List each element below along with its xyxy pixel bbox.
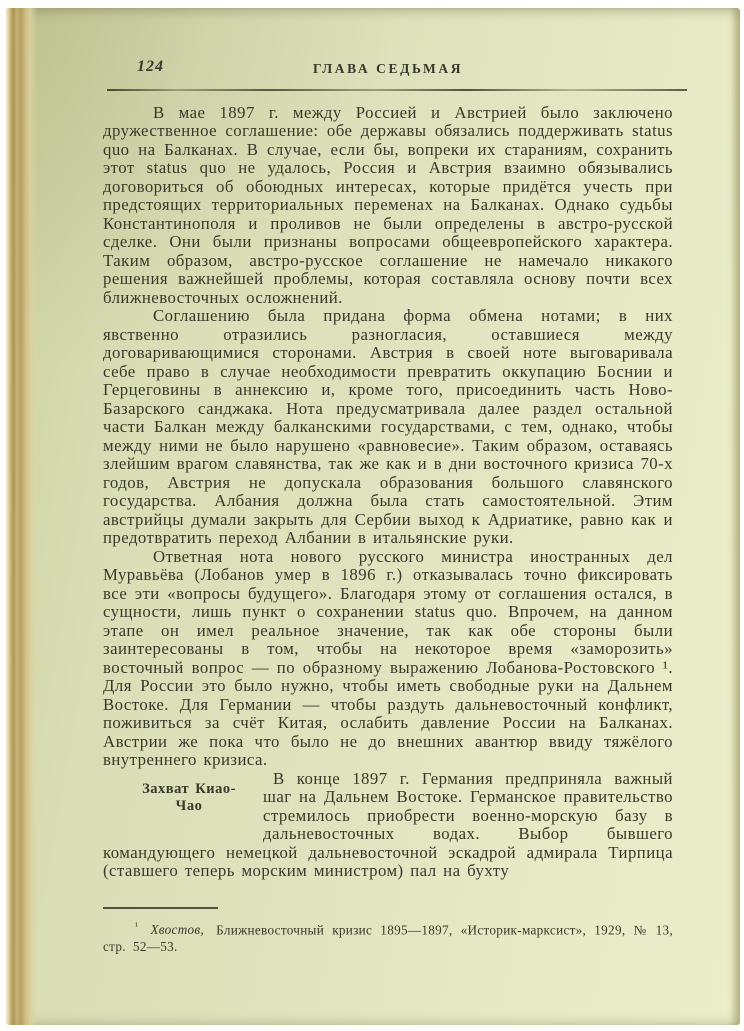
paragraph-text: В конце 1897 г. Германия предприняла важный шаг на Дальнем Востоке. Германское правительство стремилось приобрести военно-морскую базу в дальневосточных водах. Выбор бывшего командующего немецкой дальневосточной эскадрой адмирала Тирпица (ставшего теперь морским министром) пал на бухту <box>103 768 673 881</box>
running-head <box>103 58 673 80</box>
body-paragraph-kiao-chao <box>103 770 673 881</box>
page-content <box>103 58 673 955</box>
body-text <box>103 104 673 881</box>
footnote <box>103 919 673 955</box>
book-page <box>6 8 740 1025</box>
footnote-author: Хвостов, <box>150 922 205 937</box>
body-paragraph-agreement-1897: В мае 1897 г. между Россией и Австрией было заключено дружественное соглашение: обе державы обязались поддерживать status quo на Балканах. В случае, если бы, вопреки их стараниям, сохранить этот status quo не удалось, Россия и Австрия взаимно обязывались договориться об обоюдных интересах, которые придётся учесть при предстоящих территориальных переменах на Балканах. Однако судьбы Константинополя и проливов не были определены в австро-русской сделке. Они были признаны вопросами общеевропейского характера. Таким образом, австро-русское соглашение не намечало никакого решения важнейшей проблемы, которая составляла основу почти всех ближневосточных осложнений. <box>103 102 673 307</box>
header-rule <box>107 89 687 91</box>
body-paragraph-muravyov-note: Ответная нота нового русского министра иностранных дел Муравьёва (Лобанов умер в 1896 г.) отказывалась точно фиксировать все эти «вопросы будущего». Благодаря этому от соглашения остался, в сущности, лишь пункт о сохранении status quo. Впрочем, на данном этапе он имел реальное значение, так как обе стороны были заинтересованы в том, чтобы на некоторое время «заморозить» восточный вопрос — по образному выражению Лобанова-Ростовского ¹. Для России это было нужно, чтобы иметь свободные руки на Дальнем Востоке. Для Германии — чтобы раздуть дальневосточный конфликт, поживиться за счёт Китая, ослабить давление России на Балканах. Австрии же пока что было не до внешних авантюр ввиду тяжёлого внутреннего кризиса. <box>103 546 673 770</box>
margin-heading-kiao-chao: Захват Киао-Чао <box>142 780 236 815</box>
footnote-text: Ближневосточный кризис 1895—1897, «Историк-марксист», 1929, № 13, стр. 52—53. <box>103 922 673 954</box>
page-gutter-shadow <box>6 8 38 1025</box>
margin-heading-box <box>103 770 263 827</box>
chapter-running-title: ГЛАВА СЕДЬМАЯ <box>312 61 464 76</box>
footnote-block <box>103 907 673 955</box>
body-paragraph-notes-exchange: Соглашению была придана форма обмена нотами; в них явственно отразились разногласия, оставшиеся между договаривающимися сторонами. Австрия в своей ноте выговаривала себе право в случае необходимости превратить оккупацию Боснии и Герцеговины в аннексию и, кроме того, присоединить часть Ново-Базарского санджака. Нота предусматривала далее раздел остальной части Балкан между балканскими государствами, с тем, однако, чтобы между ними не было нарушено «равновесие». Таким образом, оставаясь злейшим врагом славянства, так же как и в дни восточного кризиса 70-х годов, Австрия не допускала образования большого славянского государства. Албания должна была стать самостоятельной. Этим австрийцы думали закрыть для Сербии выход к Адриатике, равно как и предотвратить переход Албании в итальянские руки. <box>103 306 673 548</box>
page-number: 124 <box>137 58 164 75</box>
page-edge-shadow <box>730 8 740 1025</box>
footnote-separator <box>103 907 218 909</box>
footnote-marker: ¹ <box>135 920 139 932</box>
